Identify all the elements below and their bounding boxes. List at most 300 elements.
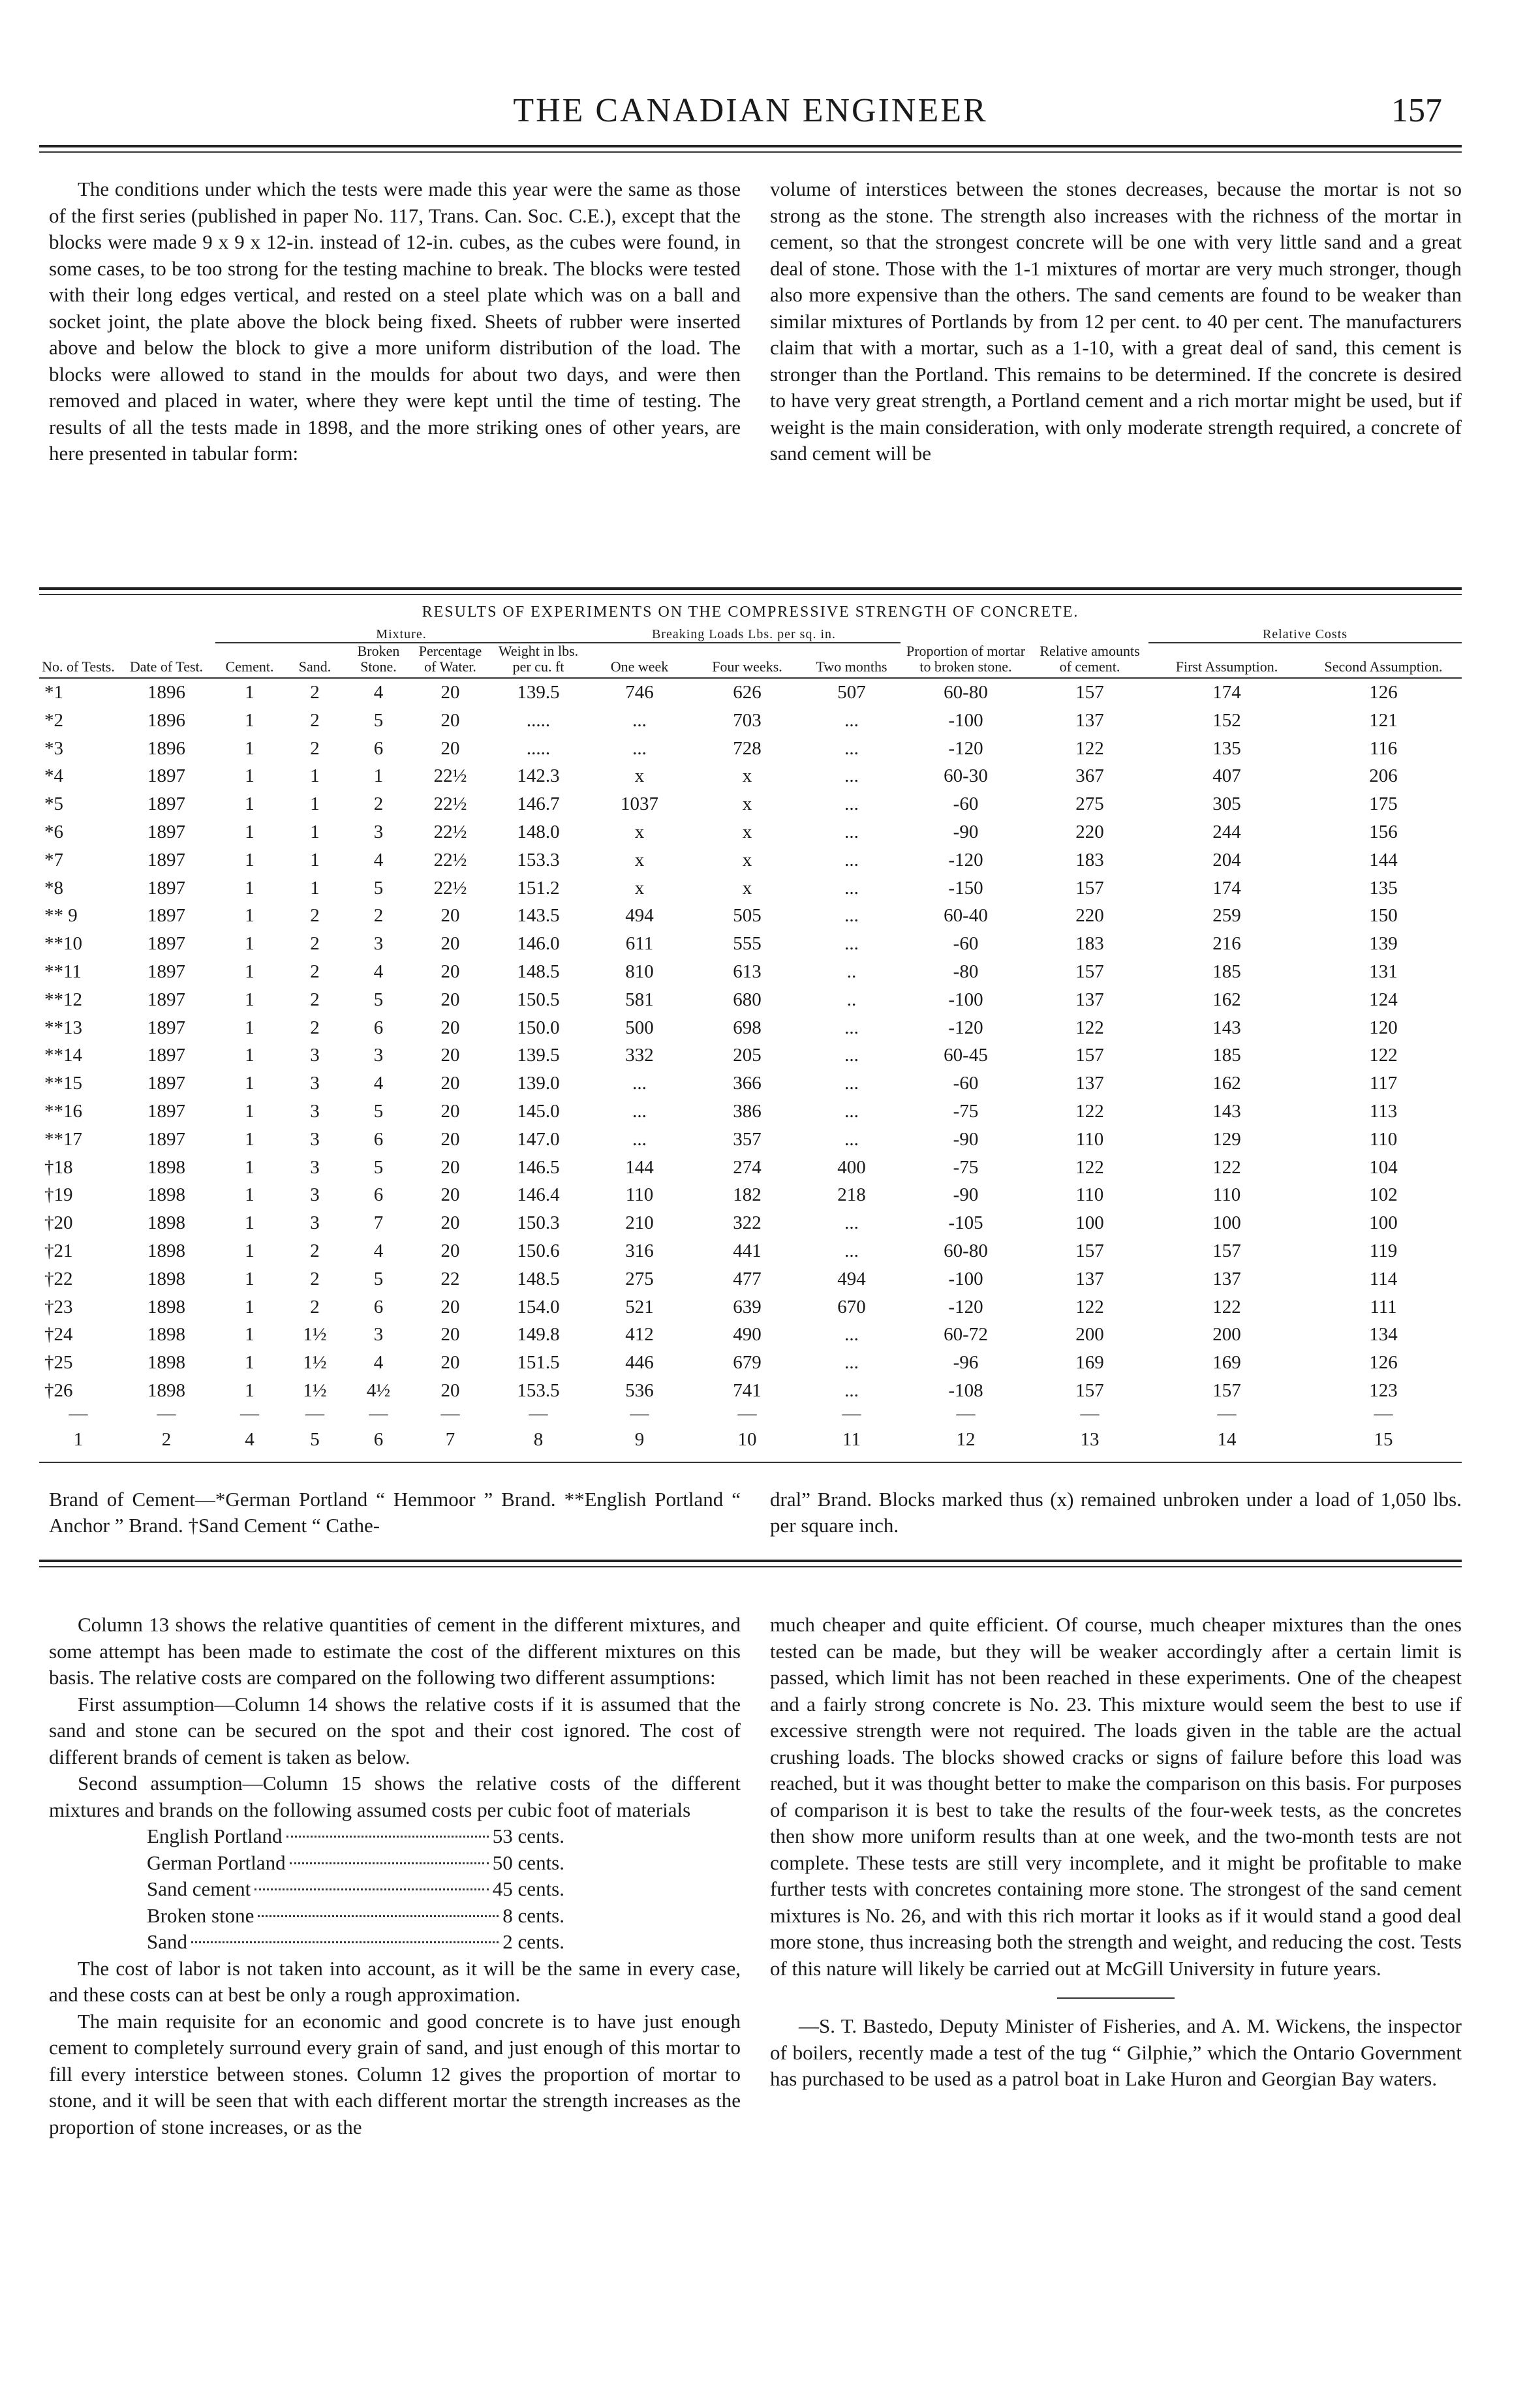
table-cell: 126 xyxy=(1369,682,1398,703)
table-cell: 1 xyxy=(245,793,254,815)
table-cell: **10 xyxy=(44,933,82,955)
table-cell: †26 xyxy=(44,1379,73,1401)
header-rule xyxy=(39,145,1462,147)
table-cell: 810 xyxy=(625,961,654,982)
table-cell: 20 xyxy=(440,1128,460,1150)
table-cell: ... xyxy=(844,1017,859,1038)
table-cell: 7 xyxy=(373,1212,384,1234)
table-cell: 1898 xyxy=(147,1184,185,1206)
lower-right-paragraph-2: —S. T. Bastedo, Deputy Minister of Fisheries, and A. M. Wickens, the inspector of boilers, recently made a test of the tug “ Gilphie,” which the Ontario Government has purchased to be used as a patrol boat in Lake Huron and Georgian Bay waters. xyxy=(770,2014,1462,2090)
table-cell: 117 xyxy=(1369,1073,1398,1094)
intro-left-column xyxy=(49,176,741,467)
material-price: 45 cents. xyxy=(492,1877,564,1900)
col-header-weight: Weight in lbs. per cu. ft xyxy=(489,643,587,678)
table-cell: 143 xyxy=(1212,1100,1241,1122)
table-row xyxy=(39,1014,1462,1042)
price-item xyxy=(147,1929,564,1956)
table-cell: 367 xyxy=(1075,765,1104,787)
table-cell: 1898 xyxy=(147,1296,185,1317)
table-cell: ..... xyxy=(526,737,551,759)
table-cell: 4 xyxy=(373,682,384,703)
table-cell: **17 xyxy=(44,1128,82,1150)
table-cell: ... xyxy=(844,737,859,759)
intro-left-paragraph: The conditions under which the tests were made this year were the same as those of the first series (published in paper No. 117, Trans. Can. Soc. C.E.), except that the blocks were made 9 x 9 x 12-in. instead of 12-in. cubes, as the cubes were found, in some cases, to be too strong for the testing machine to break. The blocks were tested with their long edges vertical, and rested on a steel plate which was on a ball and socket joint, the plate above the block being fixed. Sheets of rubber were inserted above and below the block to give a more uniform distribution of the load. The blocks were allowed to stand in the moulds for about two days, and were then removed and placed in water, where they were kept until the time of testing. The results of all the tests made in 1898, and the more striking ones of other years, are here presented in tabular form: xyxy=(49,177,741,465)
table-cell: 122 xyxy=(1369,1045,1398,1066)
table-cell: 1 xyxy=(245,1017,254,1038)
table-cell: 148.5 xyxy=(517,1268,560,1289)
table-cell: 22 xyxy=(440,1268,460,1289)
table-cell: -105 xyxy=(948,1212,983,1234)
table-cell: x xyxy=(742,765,752,787)
table-cell: 1897 xyxy=(147,933,185,955)
table-cell: x xyxy=(634,877,645,899)
table-cell: -108 xyxy=(948,1379,983,1401)
table-cell: 182 xyxy=(733,1184,762,1206)
table-cell: 142.3 xyxy=(517,765,560,787)
material-price: 50 cents. xyxy=(492,1851,564,1874)
table-cell: 477 xyxy=(733,1268,762,1289)
table-cell: 1037 xyxy=(621,793,658,815)
col-header-second-assumption: Second Assumption. xyxy=(1305,643,1462,678)
table-cell: 4½ xyxy=(366,1379,391,1401)
table-cell: 1 xyxy=(245,1156,254,1178)
table-body xyxy=(39,678,1462,1458)
table-cell: †18 xyxy=(44,1156,73,1178)
table-cell: 150.3 xyxy=(517,1212,560,1234)
col-header-sand: Sand. xyxy=(284,643,346,678)
table-cell: 20 xyxy=(440,1296,460,1317)
section-rule xyxy=(39,1560,1462,1562)
table-cell: -75 xyxy=(953,1156,979,1178)
table-cell: 2 xyxy=(373,793,384,815)
table-cell: -100 xyxy=(948,1268,983,1289)
price-item xyxy=(147,1876,564,1903)
table-cell: *8 xyxy=(44,877,63,899)
table-cell: 20 xyxy=(440,1100,460,1122)
table-cell: 102 xyxy=(1369,1184,1398,1206)
table-cell: 1898 xyxy=(147,1379,185,1401)
dash-cell: — xyxy=(1080,1402,1100,1424)
table-cell: 100 xyxy=(1075,1212,1104,1234)
table-cell: 1896 xyxy=(147,737,185,759)
table-cell: 110 xyxy=(1212,1184,1241,1206)
table-cell: 1898 xyxy=(147,1240,185,1261)
results-table-section xyxy=(39,604,1462,1458)
table-row xyxy=(39,678,1462,707)
table-cell: 407 xyxy=(1212,765,1241,787)
table-cell: 122 xyxy=(1212,1296,1241,1317)
table-cell: *4 xyxy=(44,765,63,787)
table-cell: 703 xyxy=(733,709,762,731)
column-number: 5 xyxy=(310,1429,320,1451)
footnote-right: dral” Brand. Blocks marked thus (x) remained unbroken under a load of 1,050 lbs. per square inch. xyxy=(770,1488,1462,1537)
table-cell: 148.0 xyxy=(517,821,560,842)
table-cell: 1897 xyxy=(147,1045,185,1066)
table-cell: ... xyxy=(844,765,859,787)
dash-cell: — xyxy=(69,1402,88,1424)
table-cell: 122 xyxy=(1075,737,1104,759)
table-cell: 123 xyxy=(1369,1379,1398,1401)
table-cell: 143.5 xyxy=(517,905,560,927)
table-cell: ... xyxy=(632,1128,647,1150)
table-row xyxy=(39,1041,1462,1070)
table-cell: 507 xyxy=(837,682,866,703)
table-cell: 205 xyxy=(733,1045,762,1066)
table-cell: 143 xyxy=(1212,1017,1241,1038)
table-cell: 1 xyxy=(373,765,384,787)
table-row xyxy=(39,986,1462,1014)
intro-right-column xyxy=(770,176,1462,467)
table-cell: 137 xyxy=(1075,1073,1104,1094)
table-row xyxy=(39,1070,1462,1098)
table-cell: 2 xyxy=(310,961,320,982)
dash-cell: — xyxy=(630,1402,649,1424)
table-row xyxy=(39,846,1462,874)
table-cell: 2 xyxy=(310,933,320,955)
dash-cell: — xyxy=(369,1402,388,1424)
table-row xyxy=(39,1293,1462,1321)
table-cell: 20 xyxy=(440,1240,460,1261)
table-cell: 20 xyxy=(440,1212,460,1234)
col-header-no: No. of Tests. xyxy=(39,643,117,678)
table-cell: 581 xyxy=(625,989,654,1010)
table-cell: 149.8 xyxy=(517,1324,560,1346)
table-row xyxy=(39,1098,1462,1126)
group-mixture: Mixture. xyxy=(215,626,587,643)
header-rule-thin xyxy=(39,151,1462,153)
table-row xyxy=(39,1126,1462,1154)
table-cell: 5 xyxy=(373,1268,384,1289)
table-cell: 4 xyxy=(373,1240,384,1261)
table-cell: 169 xyxy=(1212,1352,1241,1374)
table-cell: 129 xyxy=(1212,1128,1241,1150)
table-cell: 139.5 xyxy=(517,1045,560,1066)
table-cell: 183 xyxy=(1075,849,1104,870)
table-cell: 157 xyxy=(1212,1379,1241,1401)
table-cell: 1 xyxy=(245,1184,254,1206)
table-cell: 150.6 xyxy=(517,1240,560,1261)
table-cell: 3 xyxy=(310,1100,320,1122)
table-cell: 157 xyxy=(1075,1379,1104,1401)
table-cell: 116 xyxy=(1369,737,1398,759)
column-number: 14 xyxy=(1217,1429,1237,1451)
col-header-stone: Broken Stone. xyxy=(346,643,411,678)
table-cell: -75 xyxy=(953,1100,979,1122)
table-cell: 20 xyxy=(440,1379,460,1401)
table-cell: 6 xyxy=(373,1184,384,1206)
table-cell: 144 xyxy=(625,1156,654,1178)
results-table xyxy=(39,626,1462,1458)
material-name: English Portland xyxy=(147,1825,283,1847)
table-cell: x xyxy=(634,849,645,870)
table-cell: 147.0 xyxy=(517,1128,560,1150)
leader-dots xyxy=(254,1888,489,1890)
table-cell: 200 xyxy=(1075,1324,1104,1346)
table-cell: 1 xyxy=(245,765,254,787)
article-separator xyxy=(1057,1997,1175,1999)
table-cell: 60-40 xyxy=(944,905,988,927)
lower-left-paragraph-4: The cost of labor is not taken into account, as it will be the same in every case, and these costs can at best be only a rough approximation. xyxy=(49,1956,741,2006)
table-cell: 100 xyxy=(1369,1212,1398,1234)
table-cell: *2 xyxy=(44,709,63,731)
table-cell: 206 xyxy=(1369,765,1398,787)
table-cell: -150 xyxy=(948,877,983,899)
table-cell: 1½ xyxy=(303,1379,327,1401)
table-cell: 150.5 xyxy=(517,989,560,1010)
table-cell: 157 xyxy=(1075,1240,1104,1261)
table-top-rule-thin xyxy=(39,594,1462,595)
table-cell: 20 xyxy=(440,961,460,982)
table-cell: 2 xyxy=(310,737,320,759)
table-cell: 1 xyxy=(245,1379,254,1401)
table-row xyxy=(39,1349,1462,1377)
table-cell: 494 xyxy=(837,1268,866,1289)
column-number: 11 xyxy=(842,1429,861,1451)
table-cell: 626 xyxy=(733,682,762,703)
intro-right-paragraph: volume of interstices between the stones decreases, because the mortar is not so strong as the stone. The strength also increases with the richness of the mortar in cement, so that the strongest concrete will be one with very little sand and a great deal of stone. Those with the 1-1 mixtures of mortar are very much stronger, though also more expensive than the others. The sand cements are found to be weaker than similar mixtures of Portlands by from 12 per cent. to 40 per cent. The manufacturers claim that with a mortar, such as a 1-10, with a great deal of sand, this cement is stronger than the Portland. This remains to be determined. If the concrete is desired to have very great strength, a Portland cement and a rich mortar might be used, but if weight is the main consideration, with only moderate strength required, a concrete of sand cement will be xyxy=(770,177,1462,465)
table-cell: 1 xyxy=(245,877,254,899)
page-header xyxy=(39,91,1462,137)
table-cell: 1 xyxy=(245,709,254,731)
table-cell: 220 xyxy=(1075,905,1104,927)
table-cell: ... xyxy=(844,1045,859,1066)
column-number: 8 xyxy=(533,1429,544,1451)
table-cell: 1898 xyxy=(147,1156,185,1178)
table-cell: 110 xyxy=(1075,1128,1104,1150)
table-cell: 2 xyxy=(310,1240,320,1261)
table-cell: 1 xyxy=(245,1212,254,1234)
table-cell: ... xyxy=(844,709,859,731)
lower-right-paragraph-1: much cheaper and quite efficient. Of course, much cheaper mixtures than the ones tested can be made, but they will be weaker accordingly after a certain limit is passed, which limit has not been reached in these experiments. One of the cheapest and a fairly strong concrete is No. 23. This mixture would seem the best to use if excessive strength were not required. The loads given in the table are the actual crushing loads. The blocks showed cracks or signs of failure before this load was reached, but it was thought better to make the comparison on this basis. For purposes of comparison it is best to take the results of the four-week tests, as the concretes then show more uniform results than at one week, and the two-month tests are not complete. These tests are still very incomplete, and it might be profitable to make further tests with concretes containing more stone. The strongest of the sand cement mixtures is No. 26, and with this rich mortar it looks as if it would stand a good deal more stone, thus increasing both the strength and weight, and reducing the cost. Tests of this nature will likely be carried out at McGill University in future years. xyxy=(770,1613,1462,1980)
table-cell: 157 xyxy=(1075,877,1104,899)
table-cell: 131 xyxy=(1369,961,1398,982)
table-cell: 1 xyxy=(245,933,254,955)
lower-left-paragraph-5: The main requisite for an economic and good concrete is to have just enough cement to completely surround every grain of sand, and just enough of this mortar to fill every interstice between stones. Column 12 gives the proportion of mortar to stone, and it will be seen that with each different mortar the strength increases as the proportion of stone increases, or as the xyxy=(49,2009,741,2138)
table-cell: 1 xyxy=(245,821,254,842)
table-cell: 20 xyxy=(440,1184,460,1206)
price-list xyxy=(147,1823,564,1956)
table-cell: 157 xyxy=(1212,1240,1241,1261)
table-cell: 639 xyxy=(733,1296,762,1317)
table-cell: 386 xyxy=(733,1100,762,1122)
table-cell: 110 xyxy=(1369,1128,1398,1150)
table-cell: 60-45 xyxy=(944,1045,988,1066)
column-number: 15 xyxy=(1374,1429,1393,1451)
dash-cell: — xyxy=(157,1402,176,1424)
table-cell: 1897 xyxy=(147,1073,185,1094)
table-cell: 124 xyxy=(1369,989,1398,1010)
table-cell: 150 xyxy=(1369,905,1398,927)
table-cell: 156 xyxy=(1369,821,1398,842)
table-cell: ... xyxy=(844,1379,859,1401)
column-number: 7 xyxy=(445,1429,455,1451)
section-rule-thin xyxy=(39,1566,1462,1567)
table-cell: -96 xyxy=(953,1352,979,1374)
table-cell: 220 xyxy=(1075,821,1104,842)
table-cell: -120 xyxy=(948,737,983,759)
table-cell: 1 xyxy=(245,682,254,703)
table-title: RESULTS OF EXPERIMENTS ON THE COMPRESSIVE STRENGTH OF CONCRETE. xyxy=(422,604,1079,621)
table-cell: 157 xyxy=(1075,961,1104,982)
table-cell: 490 xyxy=(733,1324,762,1346)
lower-right-column xyxy=(770,1612,1462,2093)
column-number: 12 xyxy=(956,1429,976,1451)
table-cell: 110 xyxy=(625,1184,654,1206)
table-cell: 1 xyxy=(310,877,320,899)
table-cell: 104 xyxy=(1369,1156,1398,1178)
table-cell: 1897 xyxy=(147,793,185,815)
table-cell: 2 xyxy=(310,1296,320,1317)
table-cell: 153.3 xyxy=(517,849,560,870)
table-cell: ... xyxy=(844,1212,859,1234)
table-cell: 1 xyxy=(245,1100,254,1122)
table-cell: 119 xyxy=(1369,1240,1398,1261)
table-cell: 60-30 xyxy=(944,765,988,787)
col-header-two-months: Two months xyxy=(803,643,901,678)
table-cell: x xyxy=(742,877,752,899)
table-cell: 3 xyxy=(373,821,384,842)
table-cell: 1 xyxy=(245,961,254,982)
table-cell: x xyxy=(742,849,752,870)
table-cell: 3 xyxy=(310,1073,320,1094)
table-cell: 741 xyxy=(733,1379,762,1401)
table-row xyxy=(39,1321,1462,1349)
table-cell: ... xyxy=(844,849,859,870)
table-cell: †19 xyxy=(44,1184,73,1206)
table-cell: 122 xyxy=(1212,1156,1241,1178)
table-cell: 1897 xyxy=(147,821,185,842)
table-cell: 6 xyxy=(373,1128,384,1150)
table-cell: 2 xyxy=(310,682,320,703)
dash-cell: — xyxy=(956,1402,976,1424)
lower-left-paragraph-2: First assumption—Column 14 shows the relative costs if it is assumed that the sand and stone can be secured on the spot and their cost ignored. The cost of different brands of cement is taken as below. xyxy=(49,1692,741,1768)
table-cell: .. xyxy=(846,989,857,1010)
price-item xyxy=(147,1823,564,1850)
table-cell: 1898 xyxy=(147,1324,185,1346)
dash-cell: — xyxy=(842,1402,861,1424)
table-top-rule xyxy=(39,587,1462,590)
table-cell: 1 xyxy=(245,989,254,1010)
table-cell: 441 xyxy=(733,1240,762,1261)
table-cell: 60-80 xyxy=(944,682,988,703)
table-cell: 20 xyxy=(440,1017,460,1038)
table-cell: 322 xyxy=(733,1212,762,1234)
table-row xyxy=(39,874,1462,902)
table-cell: 183 xyxy=(1075,933,1104,955)
table-cell: †23 xyxy=(44,1296,73,1317)
material-name: German Portland xyxy=(147,1851,286,1874)
table-cell: 2 xyxy=(310,905,320,927)
page-number: 157 xyxy=(1391,92,1442,129)
table-cell: 4 xyxy=(373,849,384,870)
table-cell: 494 xyxy=(625,905,654,927)
table-cell: 611 xyxy=(625,933,654,955)
table-row xyxy=(39,958,1462,986)
table-cell: 679 xyxy=(733,1352,762,1374)
table-cell: **12 xyxy=(44,989,82,1010)
table-cell: 22½ xyxy=(433,821,467,842)
table-cell: 134 xyxy=(1369,1324,1398,1346)
col-header-four-weeks: Four weeks. xyxy=(692,643,803,678)
table-cell: 151.2 xyxy=(517,877,560,899)
table-cell: 1898 xyxy=(147,1212,185,1234)
table-cell: 157 xyxy=(1075,682,1104,703)
column-number: 13 xyxy=(1080,1429,1100,1451)
table-cell: 146.5 xyxy=(517,1156,560,1178)
table-cell: 259 xyxy=(1212,905,1241,927)
lower-left-paragraph-1: Column 13 shows the relative quantities of cement in the different mixtures, and some attempt has been made to estimate the cost of the different mixtures on this basis. The relative costs are compared on the following two different assumptions: xyxy=(49,1613,741,1689)
table-cell: 1 xyxy=(245,1073,254,1094)
table-cell: 122 xyxy=(1075,1100,1104,1122)
table-cell: 1 xyxy=(245,1240,254,1261)
journal-title: THE CANADIAN ENGINEER xyxy=(513,92,988,129)
table-cell: 2 xyxy=(310,1268,320,1289)
table-cell: 154.0 xyxy=(517,1296,560,1317)
table-cell: 6 xyxy=(373,1296,384,1317)
table-cell: 3 xyxy=(310,1045,320,1066)
table-cell: 1897 xyxy=(147,1128,185,1150)
table-row xyxy=(39,707,1462,735)
table-cell: 20 xyxy=(440,933,460,955)
column-number-row xyxy=(39,1422,1462,1458)
table-cell: 153.5 xyxy=(517,1379,560,1401)
table-cell: 126 xyxy=(1369,1352,1398,1374)
table-cell: 2 xyxy=(373,905,384,927)
table-row xyxy=(39,1154,1462,1182)
table-cell: 20 xyxy=(440,737,460,759)
table-cell: **11 xyxy=(44,961,82,982)
table-cell: 137 xyxy=(1075,1268,1104,1289)
table-cell: 146.4 xyxy=(517,1184,560,1206)
col-header-date: Date of Test. xyxy=(117,643,215,678)
table-cell: 139 xyxy=(1369,933,1398,955)
table-cell: -100 xyxy=(948,989,983,1010)
table-cell: 4 xyxy=(373,1352,384,1374)
table-cell: 148.5 xyxy=(517,961,560,982)
table-cell: 20 xyxy=(440,1073,460,1094)
material-price: 8 cents. xyxy=(502,1903,564,1927)
price-item xyxy=(147,1903,564,1930)
table-cell: 185 xyxy=(1212,1045,1241,1066)
table-cell: 613 xyxy=(733,961,762,982)
lower-left-column xyxy=(49,1612,741,2140)
dash-cell: — xyxy=(737,1402,757,1424)
table-cell: 1 xyxy=(245,1128,254,1150)
table-cell: 1½ xyxy=(303,1324,327,1346)
column-number: 2 xyxy=(161,1429,172,1451)
table-cell: 3 xyxy=(373,1045,384,1066)
table-cell: -90 xyxy=(953,821,979,842)
table-cell: 3 xyxy=(310,1156,320,1178)
table-cell: 122 xyxy=(1075,1296,1104,1317)
table-row xyxy=(39,818,1462,846)
table-cell: 5 xyxy=(373,1100,384,1122)
table-cell: 536 xyxy=(625,1379,654,1401)
table-cell: 20 xyxy=(440,1324,460,1346)
material-name: Broken stone xyxy=(147,1903,254,1927)
table-cell: 728 xyxy=(733,737,762,759)
table-cell: ... xyxy=(844,933,859,955)
table-cell: 210 xyxy=(625,1212,654,1234)
table-cell: -90 xyxy=(953,1128,979,1150)
column-number: 10 xyxy=(737,1429,757,1451)
table-row xyxy=(39,790,1462,818)
table-cell: 144 xyxy=(1369,849,1398,870)
table-cell: 5 xyxy=(373,877,384,899)
group-breaking-loads: Breaking Loads Lbs. per sq. in. xyxy=(587,626,901,643)
table-cell: -90 xyxy=(953,1184,979,1206)
col-header-proportion: Proportion of mortar to broken stone. xyxy=(901,643,1031,678)
